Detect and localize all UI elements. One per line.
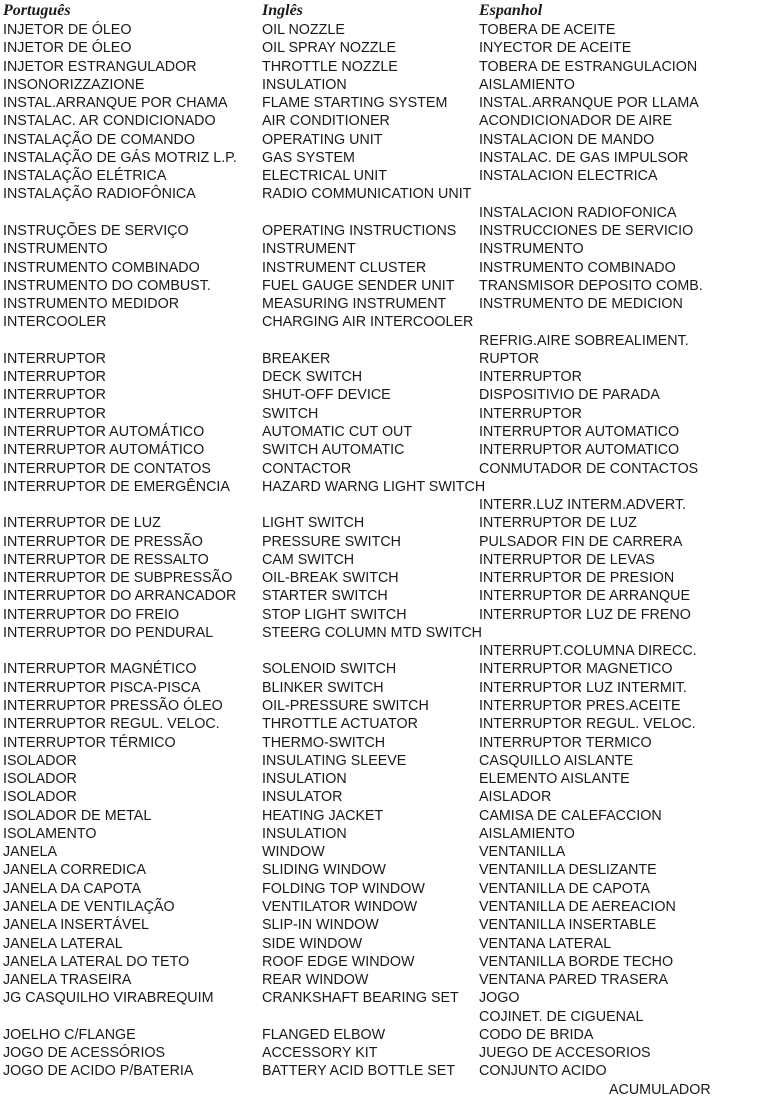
term-english: SIDE WINDOW (262, 935, 363, 952)
term-portuguese: INTERRUPTOR DE PRESSÃO (3, 533, 203, 550)
term-english: OIL NOZZLE (262, 22, 345, 38)
term-spanish: PULSADOR FIN DE CARRERA (479, 533, 683, 550)
term-portuguese: JOGO DE ACIDO P/BATERIA (3, 1063, 194, 1080)
term-english: BLINKER SWITCH (262, 679, 384, 696)
term-portuguese: JANELA DE VENTILAÇÃO (3, 899, 175, 915)
term-english: INSTRUMENT CLUSTER (262, 259, 427, 276)
term-spanish: INTERRUPTOR AUTOMATICO (479, 423, 680, 440)
term-english: FLANGED ELBOW (262, 1026, 386, 1043)
term-english: CAM SWITCH (262, 551, 355, 568)
term-english: STEERG COLUMN MTD SWITCH (262, 624, 483, 641)
term-spanish: INSTALACION ELECTRICA (479, 168, 658, 185)
term-portuguese: INSTAL.ARRANQUE POR CHAMA (3, 95, 228, 112)
term-portuguese: INTERRUPTOR DE LUZ (3, 515, 161, 532)
term-spanish: INTERRUPTOR MAGNETICO (479, 661, 673, 678)
term-portuguese: ISOLADOR (3, 789, 77, 806)
term-english: AIR CONDITIONER (262, 113, 390, 130)
term-spanish: INTERRUPT.COLUMNA DIRECC. (479, 643, 697, 660)
term-english: LIGHT SWITCH (262, 515, 365, 532)
term-portuguese: ISOLADOR (3, 771, 77, 788)
term-portuguese: INSTRUÇÕES DE SERVIÇO (3, 223, 189, 239)
term-portuguese: INSTALAC. AR CONDICIONADO (3, 113, 216, 130)
term-english: CONTACTOR (262, 460, 352, 477)
term-spanish: INTERRUPTOR LUZ DE FRENO (479, 606, 691, 623)
term-portuguese: INTERRUPTOR (3, 387, 106, 404)
term-spanish: INSTRUCCIONES DE SERVICIO (479, 223, 694, 239)
header-portuguese: Português (3, 2, 71, 19)
term-english: GAS SYSTEM (262, 149, 355, 166)
term-portuguese: INTERRUPTOR DE EMERGÊNCIA (3, 478, 230, 495)
term-english: INSULATION (262, 771, 347, 788)
term-portuguese: JANELA LATERAL (3, 935, 123, 952)
term-portuguese: INTERRUPTOR (3, 350, 106, 367)
term-english: ROOF EDGE WINDOW (262, 953, 415, 970)
term-portuguese: INTERRUPTOR MAGNÉTICO (3, 661, 197, 678)
term-english: AUTOMATIC CUT OUT (262, 423, 413, 440)
term-portuguese: JANELA CORREDICA (3, 862, 147, 879)
term-portuguese: INSTALAÇÃO ELÉTRICA (3, 168, 167, 185)
term-portuguese: INTERRUPTOR DO PENDURAL (3, 624, 214, 641)
term-english: INSULATING SLEEVE (262, 752, 407, 769)
term-english: SHUT-OFF DEVICE (262, 387, 391, 404)
term-english: SOLENOID SWITCH (262, 661, 397, 678)
term-portuguese: INSTALAÇÃO DE GÁS MOTRIZ L.P. (3, 149, 237, 166)
term-portuguese: INTERRUPTOR AUTOMÁTICO (3, 442, 205, 459)
term-portuguese: ISOLADOR (3, 752, 77, 769)
term-portuguese: ISOLADOR DE METAL (3, 807, 152, 824)
term-english: THERMO-SWITCH (262, 734, 386, 751)
term-portuguese: INSTALAÇÃO DE COMANDO (3, 131, 195, 148)
term-spanish: INSTRUMENTO (479, 241, 584, 258)
term-portuguese: JANELA LATERAL DO TETO (3, 953, 190, 970)
term-spanish: CONMUTADOR DE CONTACTOS (479, 460, 699, 477)
term-spanish: INTERRUPTOR LUZ INTERMIT. (479, 679, 687, 696)
term-spanish: INSTALACION DE MANDO (479, 131, 655, 148)
term-spanish: VENTANILLA DE CAPOTA (479, 880, 651, 897)
term-portuguese: INTERRUPTOR PISCA-PISCA (3, 679, 201, 696)
term-english: STARTER SWITCH (262, 588, 388, 605)
term-spanish: INTERRUPTOR (479, 405, 582, 422)
term-english: HEATING JACKET (262, 807, 384, 824)
header-spanish: Espanhol (479, 2, 543, 19)
term-spanish: REFRIG.AIRE SOBREALIMENT. (479, 332, 689, 349)
term-portuguese: INTERRUPTOR PRESSÃO ÓLEO (3, 698, 223, 714)
term-spanish: AISLAMIENTO (479, 76, 575, 93)
term-portuguese: JANELA (3, 844, 58, 861)
term-english: THROTTLE NOZZLE (262, 58, 398, 75)
term-english: OPERATING INSTRUCTIONS (262, 223, 457, 239)
term-spanish: VENTANILLA BORDE TECHO (479, 953, 674, 970)
term-portuguese: INTERRUPTOR (3, 369, 106, 386)
term-english: MEASURING INSTRUMENT (262, 296, 447, 313)
term-spanish: INSTAL.ARRANQUE POR LLAMA (479, 95, 699, 112)
term-spanish: CODO DE BRIDA (479, 1026, 594, 1043)
term-english: PRESSURE SWITCH (262, 533, 402, 550)
term-portuguese: INTERRUPTOR DE CONTATOS (3, 460, 211, 477)
term-portuguese: INSTRUMENTO DO COMBUST. (3, 277, 211, 294)
term-spanish: INTERRUPTOR (479, 369, 582, 386)
term-spanish: CAMISA DE CALEFACCION (479, 807, 662, 824)
term-spanish: INTERRUPTOR DE LUZ (479, 515, 637, 532)
term-english: OPERATING UNIT (262, 131, 383, 148)
term-spanish: INTERRUPTOR PRES.ACEITE (479, 698, 681, 714)
term-english: ELECTRICAL UNIT (262, 168, 387, 185)
term-spanish: ACUMULADOR (609, 1081, 711, 1098)
term-portuguese: INJETOR DE ÓLEO (3, 40, 132, 57)
term-spanish: INTERRUPTOR DE ARRANQUE (479, 588, 691, 605)
term-portuguese: INTERRUPTOR (3, 405, 106, 422)
term-spanish: INTERR.LUZ INTERM.ADVERT. (479, 497, 687, 513)
term-english: STOP LIGHT SWITCH (262, 606, 407, 623)
term-spanish: INTERRUPTOR REGUL. VELOC. (479, 716, 696, 733)
term-portuguese: INTERRUPTOR REGUL. VELOC. (3, 716, 220, 733)
term-portuguese: INTERRUPTOR DE SUBPRESSÃO (3, 570, 233, 587)
term-spanish: ELEMENTO AISLANTE (479, 771, 630, 788)
term-portuguese: ISOLAMENTO (3, 825, 97, 842)
term-spanish: INSTRUMENTO DE MEDICION (479, 296, 683, 313)
term-english: ACCESSORY KIT (262, 1045, 378, 1062)
term-english: FOLDING TOP WINDOW (262, 880, 425, 897)
term-portuguese: INSTRUMENTO MEDIDOR (3, 296, 180, 313)
term-spanish: INSTRUMENTO COMBINADO (479, 259, 676, 276)
term-english: WINDOW (262, 844, 325, 861)
term-english: FLAME STARTING SYSTEM (262, 95, 448, 112)
term-spanish: CONJUNTO ACIDO (479, 1063, 607, 1080)
term-portuguese: INTERRUPTOR DO FREIO (3, 606, 180, 623)
term-spanish: INTERRUPTOR DE LEVAS (479, 551, 655, 568)
term-spanish: INSTALAC. DE GAS IMPULSOR (479, 149, 689, 166)
term-spanish: ACONDICIONADOR DE AIRE (479, 113, 673, 130)
term-english: SLIDING WINDOW (262, 862, 386, 879)
term-english: REAR WINDOW (262, 972, 369, 988)
term-spanish: VENTANILLA (479, 844, 566, 861)
term-portuguese: INSTRUMENTO COMBINADO (3, 259, 200, 276)
term-spanish: VENTANA LATERAL (479, 935, 612, 952)
term-spanish: TRANSMISOR DEPOSITO COMB. (479, 277, 703, 294)
term-english: INSULATION (262, 825, 347, 842)
term-english: CRANKSHAFT BEARING SET (262, 990, 459, 1007)
term-portuguese: INSONORIZZAZIONE (3, 76, 145, 93)
term-portuguese: INSTRUMENTO (3, 241, 108, 258)
term-english: OIL-BREAK SWITCH (262, 570, 399, 587)
term-english: CHARGING AIR INTERCOOLER (262, 314, 474, 331)
term-english: INSULATOR (262, 789, 343, 806)
header-english: Inglês (262, 2, 303, 19)
term-english: OIL-PRESSURE SWITCH (262, 698, 429, 714)
term-portuguese: INTERRUPTOR AUTOMÁTICO (3, 423, 205, 440)
term-english: SWITCH (262, 405, 319, 422)
term-portuguese: JANELA TRASEIRA (3, 972, 132, 988)
term-english: INSTRUMENT (262, 241, 356, 258)
term-spanish: TOBERA DE ACEITE (479, 22, 616, 38)
term-english: SWITCH AUTOMATIC (262, 442, 405, 459)
term-spanish: INSTALACION RADIOFONICA (479, 204, 677, 221)
term-spanish: DISPOSITIVIO DE PARADA (479, 387, 660, 404)
term-spanish: JOGO (479, 990, 520, 1007)
term-portuguese: INTERRUPTOR DO ARRANCADOR (3, 588, 237, 605)
term-spanish: JUEGO DE ACCESORIOS (479, 1045, 651, 1062)
term-portuguese: INJETOR DE ÓLEO (3, 22, 132, 38)
term-spanish: VENTANILLA DE AEREACION (479, 899, 676, 915)
term-spanish: VENTANILLA DESLIZANTE (479, 862, 657, 879)
term-english: OIL SPRAY NOZZLE (262, 40, 397, 57)
term-portuguese: INSTALAÇÃO RADIOFÔNICA (3, 186, 196, 203)
term-english: THROTTLE ACTUATOR (262, 716, 418, 733)
term-spanish: INTERRUPTOR DE PRESION (479, 570, 675, 587)
term-english: RADIO COMMUNICATION UNIT (262, 186, 472, 203)
term-spanish: AISLADOR (479, 789, 552, 806)
term-portuguese: JANELA INSERTÁVEL (3, 917, 149, 934)
term-english: FUEL GAUGE SENDER UNIT (262, 277, 455, 294)
term-english: BATTERY ACID BOTTLE SET (262, 1063, 456, 1080)
term-spanish: RUPTOR (479, 350, 540, 367)
term-spanish: INYECTOR DE ACEITE (479, 40, 632, 57)
term-english: INSULATION (262, 76, 347, 93)
term-english: VENTILATOR WINDOW (262, 899, 418, 915)
term-spanish: AISLAMIENTO (479, 825, 575, 842)
term-english: HAZARD WARNG LIGHT SWITCH (262, 478, 486, 495)
term-portuguese: JOGO DE ACESSÓRIOS (3, 1045, 166, 1062)
term-spanish: VENTANILLA INSERTABLE (479, 917, 657, 934)
term-english: BREAKER (262, 350, 331, 367)
term-english: DECK SWITCH (262, 369, 363, 386)
term-spanish: VENTANA PARED TRASERA (479, 972, 669, 988)
term-spanish: TOBERA DE ESTRANGULACION (479, 58, 698, 75)
term-english: SLIP-IN WINDOW (262, 917, 379, 934)
term-portuguese: JG CASQUILHO VIRABREQUIM (3, 990, 214, 1007)
term-portuguese: INTERRUPTOR TÉRMICO (3, 734, 176, 751)
term-portuguese: INJETOR ESTRANGULADOR (3, 58, 197, 75)
term-spanish: CASQUILLO AISLANTE (479, 752, 634, 769)
term-portuguese: JANELA DA CAPOTA (3, 880, 141, 897)
term-portuguese: JOELHO C/FLANGE (3, 1026, 136, 1043)
term-spanish: COJINET. DE CIGUENAL (479, 1008, 644, 1025)
term-spanish: INTERRUPTOR TERMICO (479, 734, 652, 751)
term-portuguese: INTERRUPTOR DE RESSALTO (3, 551, 209, 568)
term-spanish: INTERRUPTOR AUTOMATICO (479, 442, 680, 459)
term-portuguese: INTERCOOLER (3, 314, 107, 331)
